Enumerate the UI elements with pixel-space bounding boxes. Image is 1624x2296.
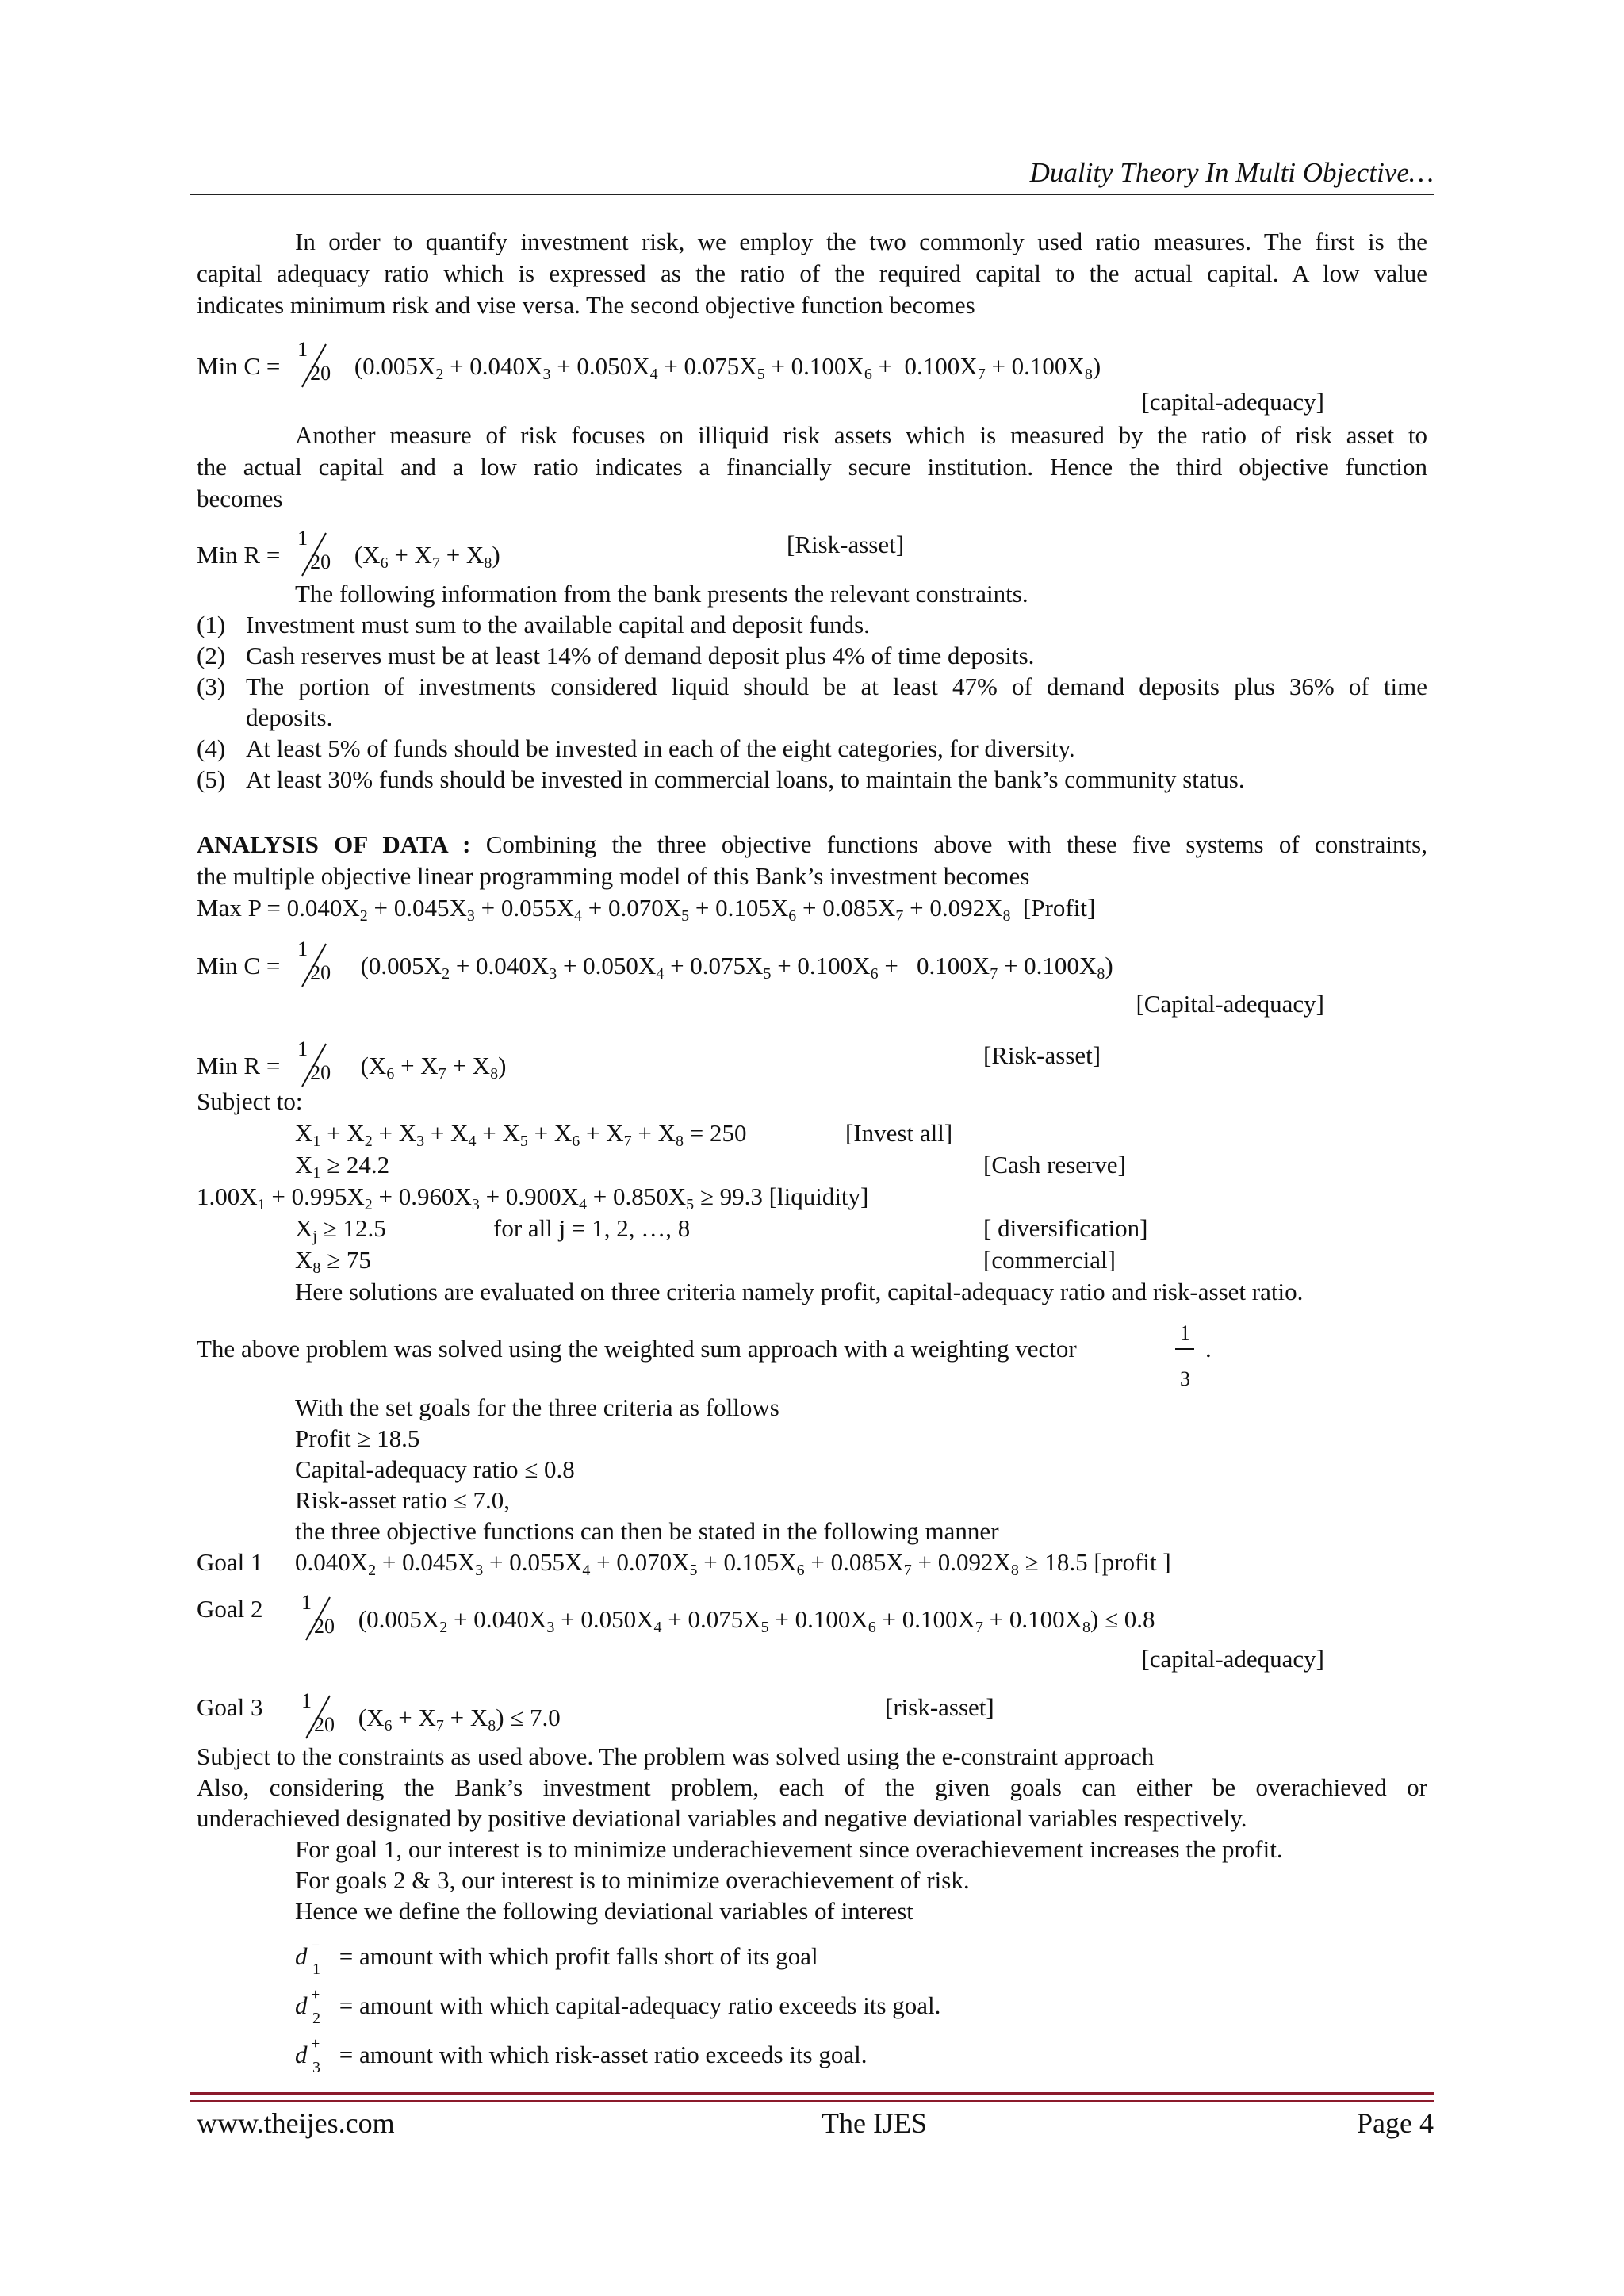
paragraph-line: the actual capital and a low ratio indicates a financially secure institution. Hence the third objective function <box>197 453 1427 481</box>
fraction-1-20: 1 20 <box>295 1692 346 1743</box>
footer-page-number: Page 4 <box>1357 2107 1434 2139</box>
fraction-1-20: 1 20 <box>291 530 342 581</box>
constraint-eq: $1.00X_1 + 0.995X_2 + 0.960X_3 + 0.900X_4 + 0.850X_5 \ge 99.3$ [liquidity] <box>197 1182 869 1213</box>
paragraph-line: For goals 2 & 3, our interest is to minimize overachievement of risk. <box>295 1866 970 1894</box>
fraction-1-20: 1 20 <box>291 941 342 991</box>
label-commercial: [commercial] <box>983 1246 1116 1274</box>
weight-bar <box>1175 1348 1194 1350</box>
running-header: Duality Theory In Multi Objective… <box>1029 157 1434 188</box>
constraint-text: Investment must sum to the available capital and deposit funds. <box>246 611 870 638</box>
constraint-eq: $X_1 \ge 24.2$ <box>295 1151 390 1182</box>
fraction-1-20: 1 20 <box>291 341 342 392</box>
analysis-line: ANALYSIS OF DATA : Combining the three objective functions above with these five systems of constraints, <box>197 830 1427 858</box>
constraint-item: (1) <box>197 611 226 638</box>
devvar-d3: d + 3 = amount with which risk-asset ratio exceeds its goal. <box>295 2035 868 2076</box>
goal-1-eq: $0.040X_2 + 0.045X_3 + 0.055X_4 + 0.070X_5 + 0.105X_6 + 0.085X_7 + 0.092X_8 \ge 18.5$ [profit ] <box>295 1548 1171 1579</box>
footer-rule <box>190 2092 1434 2095</box>
equation-min-r-2: Min R = 1 20 $(X_6 + X_7 + X_8)$ <box>197 1041 506 1091</box>
goal-3-eq: 1 20 $(X_6 + X_7 + X_8) \le 7.0$ <box>295 1692 561 1743</box>
period: . <box>1205 1335 1212 1363</box>
equation-min-c: Min C = 1 20 $(0.005X_2 + 0.040X_3 + 0.050X_4 + 0.075X_5 + 0.100X_6 + 0.100X_7 + 0.100X_8)$ <box>197 341 1101 392</box>
tag-capital-adequacy: [capital-adequacy] <box>1141 1645 1324 1673</box>
constraint-text: deposits. <box>246 703 333 731</box>
tag-capital-adequacy: [Capital-adequacy] <box>1136 990 1324 1018</box>
constraint-item: (4) <box>197 734 226 762</box>
analysis-line: the multiple objective linear programming model of this Bank’s investment becomes <box>197 862 1030 890</box>
footer-journal: The IJES <box>822 2107 927 2139</box>
label-diversification: [ diversification] <box>983 1214 1148 1242</box>
tag-risk-asset: [Risk-asset] <box>983 1041 1101 1069</box>
goal-label: Goal 2 <box>197 1595 263 1623</box>
paragraph-line: becomes <box>197 485 283 512</box>
constraint-text: The portion of investments considered liquid should be at least 47% of demand deposits plus 36% of time <box>246 673 1427 700</box>
goal-risk: Risk-asset ratio ≤ 7.0, <box>295 1486 511 1514</box>
constraint-eq: $X_1 + X_2 + X_3 + X_4 + X_5 + X_6 + X_7 + X_8 = 250$ <box>295 1119 747 1150</box>
paragraph-line: Hence we define the following deviational variables of interest <box>295 1897 914 1925</box>
constraint-text: At least 30% funds should be invested in commercial loans, to maintain the bank’s community status. <box>246 765 1245 793</box>
goal-2-eq: 1 20 $(0.005X_2 + 0.040X_3 + 0.050X_4 + 0.075X_5 + 0.100X_6 + 0.100X_7 + 0.100X_8) \le 0.8$ <box>295 1594 1155 1645</box>
solutions-text: Here solutions are evaluated on three criteria namely profit, capital-adequacy ratio and risk-asset ratio. <box>295 1278 1304 1305</box>
goal-label: Goal 3 <box>197 1693 263 1721</box>
subject-to: Subject to: <box>197 1087 303 1115</box>
d3-plus-symbol: d + 3 <box>295 2035 320 2076</box>
label-invest-all: [Invest all] <box>845 1119 953 1147</box>
label-for-all: for all j = 1, 2, …, 8 <box>493 1214 691 1242</box>
paragraph-line: underachieved designated by positive deviational variables and negative deviational variables respectively. <box>197 1804 1247 1832</box>
tag-risk-asset: [Risk-asset] <box>787 531 905 558</box>
constraint-eq: $X_8 \ge 75$ <box>295 1246 371 1277</box>
d2-plus-symbol: d + 2 <box>295 1986 320 2027</box>
paragraph-line: Another measure of risk focuses on illiquid risk assets which is measured by the ratio of risk asset to <box>295 421 1427 449</box>
constraint-eq: $X_j \ge 12.5$ <box>295 1214 386 1245</box>
footer-rule <box>190 2100 1434 2102</box>
weighted-text: The above problem was solved using the weighted sum approach with a weighting vector <box>197 1335 1077 1363</box>
constraint-text: At least 5% of funds should be invested in each of the eight categories, for diversity. <box>246 734 1075 762</box>
paragraph-line: indicates minimum risk and vise versa. The second objective function becomes <box>197 291 975 319</box>
fraction-1-20: 1 20 <box>291 1041 342 1091</box>
devvar-d1: d − 1 = amount with which profit falls short of its goal <box>295 1937 818 1978</box>
constraint-item: (2) <box>197 642 226 669</box>
paragraph-line: Also, considering the Bank’s investment problem, each of the given goals can either be overachieved or <box>197 1773 1427 1801</box>
constraint-item: (3) <box>197 673 226 700</box>
paragraph-line: For goal 1, our interest is to minimize underachievement since overachievement increases the profit. <box>295 1835 1283 1863</box>
header-rule <box>190 194 1434 195</box>
weight-den: 3 <box>1180 1367 1190 1390</box>
tag-capital-adequacy: [capital-adequacy] <box>1141 388 1324 416</box>
d1-minus-symbol: d − 1 <box>295 1937 320 1978</box>
fraction-1-20: 1 20 <box>295 1594 346 1645</box>
weight-num: 1 <box>1180 1321 1190 1344</box>
goal-capital: Capital-adequacy ratio ≤ 0.8 <box>295 1455 575 1483</box>
devvar-d2: d + 2 = amount with which capital-adequacy ratio exceeds its goal. <box>295 1986 941 2027</box>
section-heading: ANALYSIS OF DATA : <box>197 830 471 858</box>
paragraph-line: capital adequacy ratio which is expressed as the ratio of the required capital to the actual capital. A low value <box>197 259 1427 287</box>
goals-outro: the three objective functions can then be stated in the following manner <box>295 1517 999 1545</box>
paragraph-line: Subject to the constraints as used above. The problem was solved using the e-constraint approach <box>197 1742 1155 1770</box>
tag-risk-asset: [risk-asset] <box>885 1693 994 1721</box>
goal-profit: Profit ≥ 18.5 <box>295 1424 420 1452</box>
goals-intro: With the set goals for the three criteria as follows <box>295 1393 779 1421</box>
goal-label: Goal 1 <box>197 1548 263 1576</box>
constraints-intro: The following information from the bank presents the relevant constraints. <box>295 580 1028 608</box>
label-cash-reserve: [Cash reserve] <box>983 1151 1126 1179</box>
constraint-text: Cash reserves must be at least 14% of demand deposit plus 4% of time deposits. <box>246 642 1035 669</box>
constraint-item: (5) <box>197 765 226 793</box>
equation-max-p: Max $P = 0.040X_2 + 0.045X_3 + 0.055X_4 + 0.070X_5 + 0.105X_6 + 0.085X_7 + 0.092X_8$ [Profit] <box>197 894 1096 925</box>
equation-min-r: Min R = 1 20 $(X_6 + X_7 + X_8)$ <box>197 530 500 581</box>
footer-website: www.theijes.com <box>197 2107 395 2139</box>
paragraph-line: In order to quantify investment risk, we employ the two commonly used ratio measures. The first is the <box>295 228 1427 255</box>
equation-min-c-2: Min C = 1 20 $(0.005X_2 + 0.040X_3 + 0.050X_4 + 0.075X_5 + 0.100X_6 + 0.100X_7 + 0.100X_8)$ <box>197 941 1113 991</box>
